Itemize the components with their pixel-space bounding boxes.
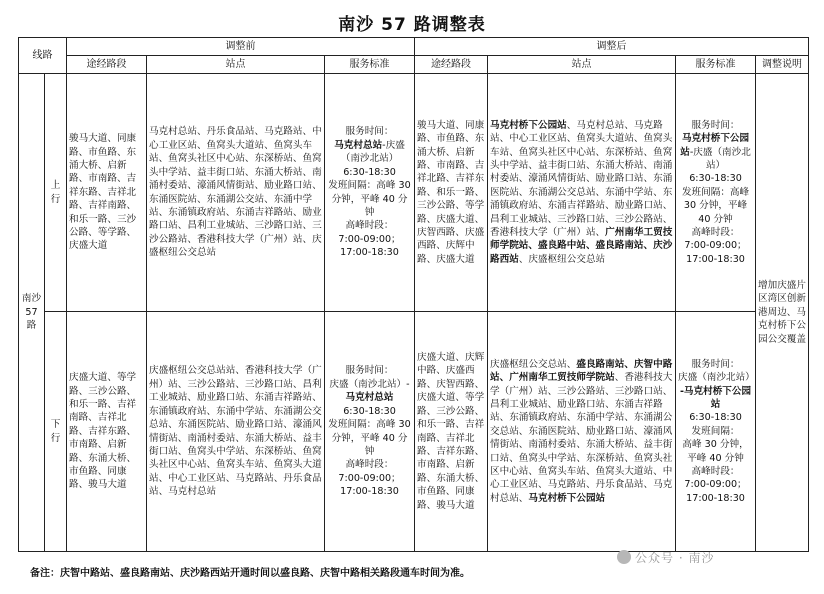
header-before-route: 途经路段 <box>67 56 147 74</box>
header-line: 线路 <box>19 38 67 74</box>
down-after-peak1: 7:00-09:00； <box>684 479 747 491</box>
header-after-service: 服务标准 <box>676 56 756 74</box>
down-after-peak2: 17:00-18:30 <box>686 492 745 504</box>
up-before-service-label: 服务时间： <box>345 126 394 138</box>
down-before-interval: 发班间隔：高峰 30 分钟，平峰 40 分钟 <box>328 419 411 457</box>
down-after-stations-tail: 马克村桥下公园站 <box>528 492 606 504</box>
up-before-peak1: 7:00-09:00； <box>338 233 401 245</box>
up-after-peak1: 7:00-09:00； <box>684 240 747 252</box>
up-after-stations-bold: 广州南华工贸技师学院站、盛良路中站、盛良路南站、庆沙路西站 <box>490 227 673 265</box>
schedule-table <box>18 37 809 552</box>
header-after-route: 途经路段 <box>415 56 488 74</box>
up-after-service-span <box>678 132 753 172</box>
up-after-stations-tail: 、庆盛枢纽公交总站 <box>518 253 606 265</box>
up-after-peak2: 17:00-18:30 <box>686 253 745 265</box>
wechat-icon <box>617 550 631 564</box>
up-before-service-stop-tail: -庆盛（南沙北站） <box>340 139 405 165</box>
up-after-stations-mid: 、马克村总站、马克路站、中心工业区站、鱼窝头大道站、鱼窝头车站、鱼窝头社区中心站、东深桥站、鱼窝头中学站、益丰街口站、东涌大桥站、南涌村委站、濠涌风情街站、励业路口站、东涌医院站、东涌湖公交总站、东涌中学站、东涌镇政府站、东涌吉祥路站、励业路口站、昌利工业城站、三沙路口站、三沙公路站、香港科技大学（广州）站、 <box>490 119 673 239</box>
adjustment-note: 增加庆盛片区湾区创新港周边、马克村桥下公园公交覆盖 <box>756 74 809 552</box>
header-row-1 <box>19 38 809 56</box>
watermark-text: 公众号 · 南沙 <box>635 551 715 565</box>
header-note: 调整说明 <box>756 56 809 74</box>
down-before-service-stop-head: 庆盛（南沙北站）- <box>329 378 410 390</box>
footnote: 备注：庆智中路站、盛良路南站、庆沙路西站开通时间以盛良路、庆智中路相关路段通车时间为准。 <box>30 568 470 579</box>
up-before-interval: 发班间隔：高峰 30 分钟，平峰 40 分钟 <box>328 180 411 218</box>
direction-up: 上行 <box>45 74 67 312</box>
down-after-stations-head: 庆盛枢纽公交总站、 <box>490 358 577 370</box>
down-before-stations: 庆盛枢纽公交总站站、香港科技大学（广州）站、三沙公路站、三沙路口站、昌利工业城站、励业路口站、东涌吉祥路站、东涌镇政府站、东涌中学站、东涌湖公交总站、东涌医院站、励业路口站、濠涌风情街站、南涌村委站、东涌大桥站、益丰街口站、鱼窝头中学站、东深桥站、鱼窝头社区中心站、鱼窝头车站、鱼窝头大道站、中心工业区站、马克路站、丹乐食品站、马克村总站 <box>147 312 325 552</box>
line-name-cell: 南沙 57 路 <box>19 74 45 552</box>
up-before-route: 骏马大道、同康路、市鱼路、东涌大桥、启新路、市南路、吉祥东路、吉祥北路、吉祥南路、和乐一路、三沙公路、等学路、庆盛大道 <box>67 74 147 312</box>
down-after-service <box>676 312 756 552</box>
down-after-stations <box>488 312 676 552</box>
up-after-service-stop: 马克村桥下公园站 <box>680 133 750 158</box>
down-after-stations-bold: 盛良路南站、庆智中路站、广州南华工贸技师学院站 <box>490 358 673 384</box>
down-after-service-label: 服务时间： <box>691 358 740 370</box>
down-after-service-stop-head: 庆盛（南沙北站） <box>678 372 755 384</box>
page-title: 南沙 57 路调整表 <box>338 15 486 35</box>
down-before-route: 庆盛大道、等学路、三沙公路、和乐一路、吉祥南路、吉祥北路、吉祥东路、市南路、启新路、东涌大桥、市鱼路、同康路、骏马大道 <box>67 312 147 552</box>
direction-down: 下行 <box>45 312 67 552</box>
header-before-stations: 站点 <box>147 56 325 74</box>
up-after-stations <box>488 74 676 312</box>
up-after-service-label: 服务时间： <box>691 119 740 131</box>
down-before-service-stop: 马克村总站 <box>345 392 394 404</box>
down-before-service-label: 服务时间： <box>345 365 394 377</box>
down-before-peak-label: 高峰时段： <box>345 459 394 471</box>
up-before-peak-label: 高峰时段： <box>345 220 394 232</box>
down-after-stations-mid: 、香港科技大学（广州）站、三沙公路站、三沙路口站、昌利工业城站、励业路口站、东涌吉祥路站、东涌镇政府站、东涌中学站、东涌湖公交总站、东涌医院站、励业路口站、濠涌风情街站、南涌村委站、东涌大桥站、益丰街口站、鱼窝头中学站、东深桥站、鱼窝头社区中心站、鱼窝头车站、鱼窝头大道站、中心工业区站、马克路站、丹乐食品站、马克村总站、 <box>490 372 673 504</box>
up-before-service-span <box>327 139 412 166</box>
up-after-stations-head: 马克村桥下公园站 <box>490 119 567 131</box>
row-up <box>19 74 809 312</box>
down-before-hours: 6:30-18:30 <box>343 405 396 417</box>
down-after-interval: 高峰 30 分钟，平峰 40 分钟 <box>682 439 749 464</box>
up-after-hours: 6:30-18:30 <box>689 173 742 185</box>
up-after-service-stop-tail: -庆盛（南沙北站） <box>689 146 751 171</box>
up-before-stations: 马克村总站、丹乐食品站、马克路站、中心工业区站、鱼窝头大道站、鱼窝头车站、鱼窝头社区中心站、东深桥站、鱼窝头中学站、益丰街口站、东涌大桥站、南涌村委站、濠涌风情街站、励业路口站、东涌医院站、东涌湖公交站、东涌中学站、东涌镇政府站、东涌吉祥路站、励业路口站、昌利工业城站、三沙路口站、三沙公路站、香港科技大学（广州）站、庆盛枢纽公交总站 <box>147 74 325 312</box>
down-before-peak2: 17:00-18:30 <box>340 486 399 498</box>
up-after-service <box>676 74 756 312</box>
row-down <box>19 312 809 552</box>
down-after-interval-label: 发班间隔： <box>691 425 740 437</box>
watermark <box>617 549 714 566</box>
down-after-peak-label: 高峰时段： <box>691 466 740 478</box>
down-after-hours: 6:30-18:30 <box>689 412 742 424</box>
header-before: 调整前 <box>67 38 415 56</box>
header-after: 调整后 <box>415 38 809 56</box>
up-before-service-stop: 马克村总站 <box>334 139 383 151</box>
up-before-hours: 6:30-18:30 <box>343 166 396 178</box>
up-before-peak2: 17:00-18:30 <box>340 247 399 259</box>
down-before-service <box>325 312 415 552</box>
down-after-service-stop: -马克村桥下公园站 <box>679 385 752 410</box>
down-before-peak1: 7:00-09:00； <box>338 472 401 484</box>
up-before-service <box>325 74 415 312</box>
header-row-2 <box>19 56 809 74</box>
up-after-route: 骏马大道、同康路、市鱼路、东涌大桥、启新路、市南路、吉祥北路、吉祥东路、和乐一路、三沙公路、等学路、庆盛大道、庆智西路、庆盛西路、庆辉中路、庆盛大道 <box>415 74 488 312</box>
up-after-peak-label: 高峰时段： <box>691 227 740 239</box>
header-after-stations: 站点 <box>488 56 676 74</box>
down-after-route: 庆盛大道、庆辉中路、庆盛西路、庆智西路、庆盛大道、等学路、三沙公路、和乐一路、吉祥南路、吉祥北路、吉祥东路、市南路、启新路、东涌大桥、市鱼路、同康路、骏马大道 <box>415 312 488 552</box>
up-after-interval: 发班间隔：高峰 30 分钟，平峰 40 分钟 <box>681 186 750 225</box>
header-before-service: 服务标准 <box>325 56 415 74</box>
